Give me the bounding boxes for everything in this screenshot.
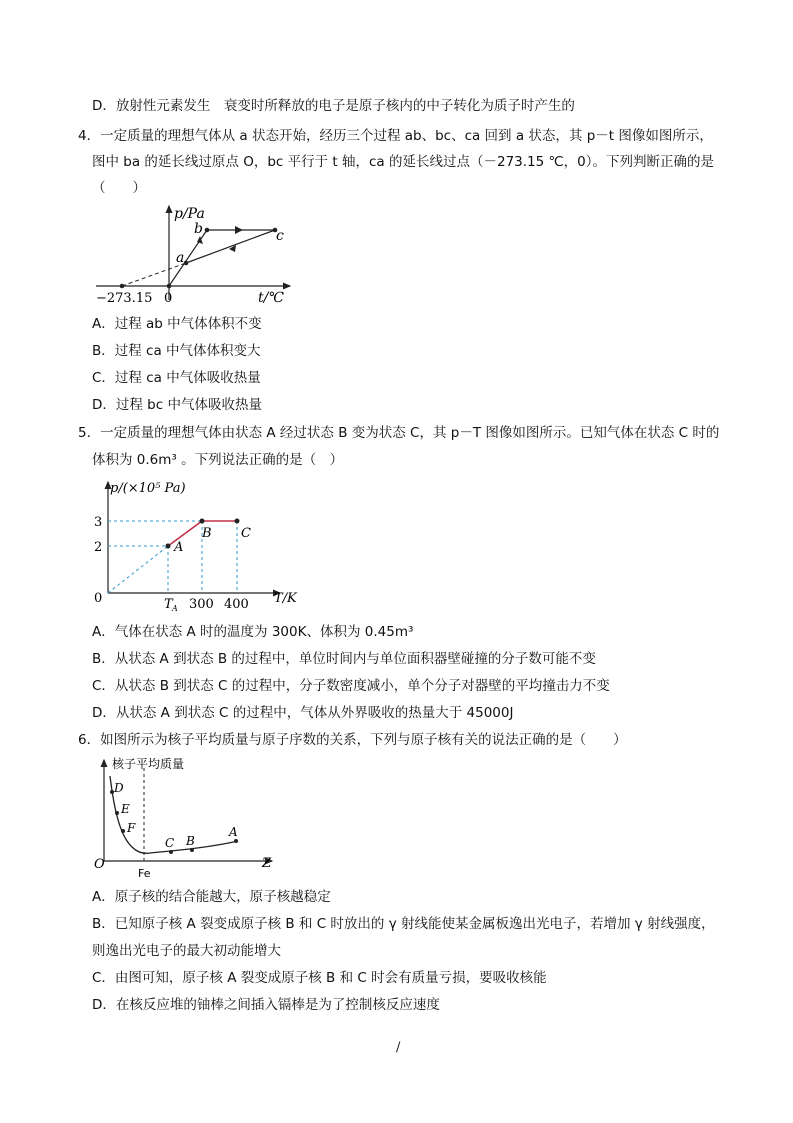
q4-line-ab xyxy=(169,230,207,286)
q5-point-A xyxy=(166,544,171,549)
q6-y-label: 核子平均质量 xyxy=(112,757,185,771)
q4-y-label: p/Pa xyxy=(174,206,205,222)
q4-option-d: D．过程 bc 中气体吸收热量 xyxy=(92,397,262,413)
q4-option-c: C．过程 ca 中气体吸收热量 xyxy=(92,370,261,386)
q6-origin: O xyxy=(94,857,105,872)
q4-pt-graph xyxy=(90,200,300,308)
q6-label-C: C xyxy=(165,836,175,850)
q5-y-tick-2: 2 xyxy=(94,540,103,555)
q6-label-A: A xyxy=(229,825,238,839)
q6-nucleon-mass-graph xyxy=(92,754,282,880)
q6-option-b-line1: B．已知原子核 A 裂变成原子核 B 和 C 时放出的 γ 射线能使某金属板逸出光电子，若增加 γ 射线强度， xyxy=(92,916,715,932)
q5-option-a: A．气体在状态 A 时的温度为 300K、体积为 0.45m³ xyxy=(92,624,414,640)
q4-option-b: B．过程 ca 中气体体积变大 xyxy=(92,343,261,359)
q4-arrow-bc xyxy=(235,226,243,234)
q6-option-b-line2: 则逸出光电子的最大初动能增大 xyxy=(92,943,281,959)
q4-label-a: a xyxy=(176,250,185,266)
q5-point-B xyxy=(200,519,205,524)
q4-tick-neg: −273.15 xyxy=(96,291,153,306)
q4-point-b xyxy=(205,228,210,233)
q5-pT-graph xyxy=(88,478,308,614)
q4-point-a xyxy=(184,261,189,266)
q4-point-origin xyxy=(167,284,172,289)
q6-stem: 6．如图所示为核子平均质量与原子序数的关系，下列与原子核有关的说法正确的是（ ） xyxy=(78,732,627,748)
q5-y-tick-3: 3 xyxy=(94,515,103,530)
q5-x-tick-A-sub: A xyxy=(172,604,178,613)
q5-x-label: T/K xyxy=(274,591,297,606)
q4-stem-line3: （ ） xyxy=(92,180,146,196)
q6-label-D: D xyxy=(114,781,124,795)
q6-label-F: F xyxy=(127,821,136,835)
q6-label-B: B xyxy=(186,834,195,848)
q5-x-tick-400: 400 xyxy=(224,597,249,612)
q4-tick-origin: 0 xyxy=(164,291,173,306)
q4-point-neg xyxy=(120,284,125,289)
q5-origin: 0 xyxy=(94,591,103,606)
q6-option-c: C．由图可知，原子核 A 裂变成原子核 B 和 C 时会有质量亏损，要吸收核能 xyxy=(92,970,547,986)
q6-x-label: Z xyxy=(262,856,272,871)
q6-point-B xyxy=(190,848,194,852)
q4-option-a: A．过程 ab 中气体体积不变 xyxy=(92,316,262,332)
q5-label-C: C xyxy=(241,526,251,541)
q5-point-C xyxy=(235,519,240,524)
q5-stem-line2: 体积为 0.6m³ 。下列说法正确的是（ ） xyxy=(92,452,344,468)
q5-label-B: B xyxy=(202,526,212,541)
q4-label-c: c xyxy=(276,228,284,244)
q4-label-b: b xyxy=(194,221,203,237)
q5-stem-line1: 5．一定质量的理想气体由状态 A 经过状态 B 变为状态 C，其 p－T 图像如图所示。已知气体在状态 C 时的 xyxy=(78,425,720,441)
q5-x-tick-T: T xyxy=(164,597,173,612)
q6-point-A xyxy=(234,839,238,843)
q5-option-c: C．从状态 B 到状态 C 的过程中，分子数密度减小，单个分子对器壁的平均撞击力不变 xyxy=(92,678,610,694)
q4-x-label: t/℃ xyxy=(258,290,285,306)
q4-stem-line2: 图中 ba 的延长线过原点 O，bc 平行于 t 轴，ca 的延长线过点（－273.15 ℃，0）。下列判断正确的是 xyxy=(92,154,715,170)
q5-label-A: A xyxy=(174,540,184,555)
q6-point-E xyxy=(115,811,119,815)
q5-option-b: B．从状态 A 到状态 B 的过程中，单位时间内与单位面积器壁碰撞的分子数可能不变 xyxy=(92,651,596,667)
q6-option-a: A．原子核的结合能越大，原子核越稳定 xyxy=(92,889,331,905)
q5-x-tick-300: 300 xyxy=(189,597,214,612)
q4-stem-line1: 4．一定质量的理想气体从 a 状态开始，经历三个过程 ab、bc、ca 回到 a 状态，其 p－t 图像如图所示， xyxy=(78,128,713,144)
q6-point-C xyxy=(169,850,173,854)
q5-y-label: p/(×10⁵ Pa) xyxy=(110,481,186,496)
q6-label-E: E xyxy=(121,802,130,816)
q6-point-F xyxy=(121,829,125,833)
page-number: / xyxy=(396,1040,401,1055)
q5-option-d: D．从状态 A 到状态 C 的过程中，气体从外界吸收的热量大于 45000J xyxy=(92,705,514,721)
q6-option-d: D．在核反应堆的铀棒之间插入镉棒是为了控制核反应速度 xyxy=(92,997,440,1013)
q6-fe-label: Fe xyxy=(138,867,151,880)
q5-origin-guide xyxy=(108,546,168,593)
q3-option-d: D．放射性元素发生 衰变时所释放的电子是原子核内的中子转化为质子时产生的 xyxy=(92,98,575,114)
